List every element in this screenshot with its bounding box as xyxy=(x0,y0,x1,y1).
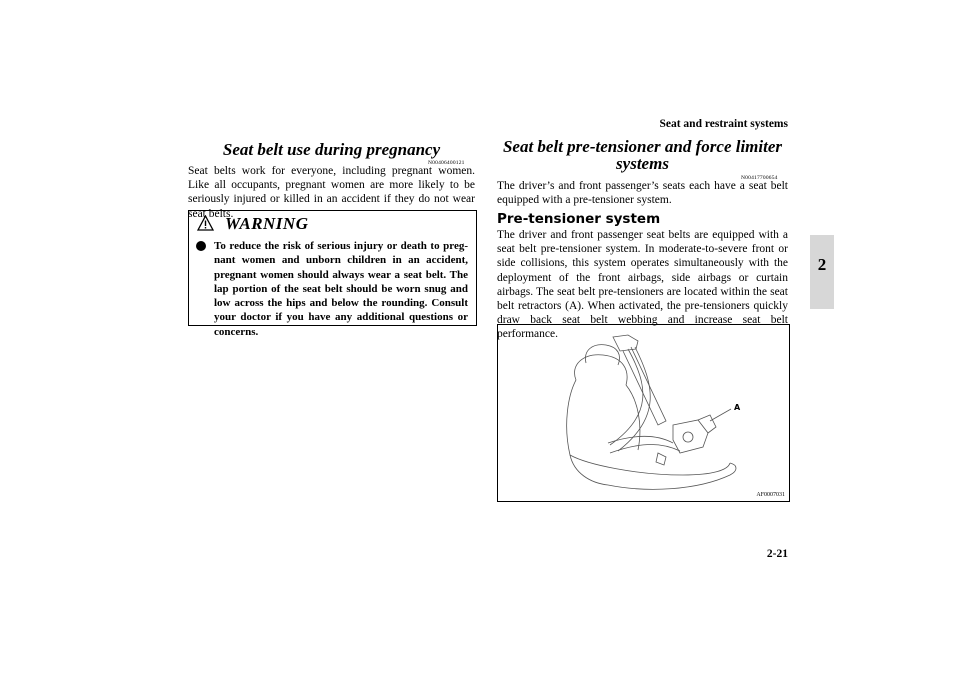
pretensioner-heading-line2: systems xyxy=(616,154,669,173)
pretensioner-heading-line1: Seat belt pre-tensioner and force limiter xyxy=(502,137,783,156)
page-number: 2-21 xyxy=(766,548,788,560)
figure-callout-a: A xyxy=(734,403,741,412)
pretensioner-section-code: N00417700654 xyxy=(741,175,778,181)
warning-title: WARNING xyxy=(225,214,309,233)
figure-code: AF0007031 xyxy=(756,492,785,498)
pretensioner-subheading: Pre-tensioner system xyxy=(497,211,661,227)
bullet-icon xyxy=(196,241,206,251)
pregnancy-heading: Seat belt use during pregnancy xyxy=(222,140,441,159)
chapter-number: 2 xyxy=(817,255,827,274)
pretensioner-paragraph: The driver and front passenger seat belts are equipped with a seat belt pre-tensioner system. In moderate-to-severe front or side collisions, this system operates simultaneously with the deployment of the front airbags, side airbags or curtain airbags. The seat belt pre-tensioners are located within the seat belt retractors (A). When activated, the pre-tensioners quickly draw back seat belt webbing and increase seat belt performance. xyxy=(497,229,788,341)
seat-belt-illustration xyxy=(498,325,789,501)
running-header: Seat and restraint systems xyxy=(659,118,788,130)
warning-box xyxy=(188,210,477,338)
warning-text: To reduce the risk of serious injury or death to preg-nant women and unborn children in an accident, pregnant women should always wear a seat belt. The lap portion of the seat belt should be worn snug and low across the hips and below the rounding. Consult your doctor if you have any additional questions or concerns. xyxy=(214,240,468,338)
seat-belt-figure xyxy=(497,324,790,502)
pregnancy-paragraph: Seat belts work for everyone, including pregnant women. Like all occupants, pregnant women are more likely to be seriously injured or killed in an accident if they do not wear seat belts. xyxy=(188,165,475,220)
pretensioner-intro: The driver’s and front passenger’s seats each have a seat belt equipped with a pre-tensioner system. xyxy=(497,180,788,207)
pregnancy-section-code: N00406400121 xyxy=(428,160,465,166)
warning-triangle-icon xyxy=(197,215,214,231)
chapter-tab xyxy=(810,235,834,309)
